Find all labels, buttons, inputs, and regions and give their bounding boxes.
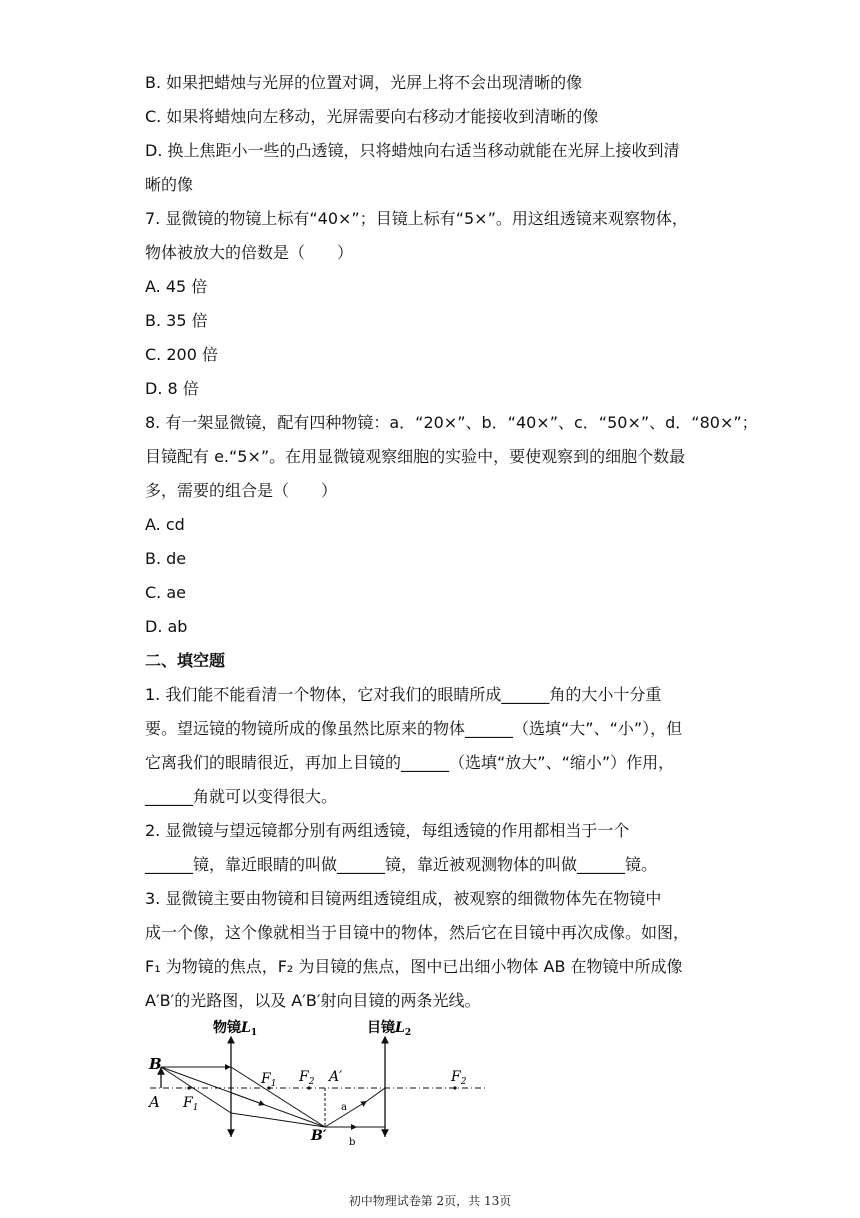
- label-f1-left: $F_1$: [183, 1095, 199, 1113]
- fill-question-3-cont3: A′B′的光路图，以及 A′B′射向目镜的两条光线。: [145, 991, 481, 1010]
- fill-question-3: 3. 显微镜主要由物镜和目镜两组透镜组成，被观察的细微物体先在物镜中: [145, 889, 662, 908]
- option-7b: B. 35 倍: [145, 311, 208, 330]
- question-8-cont1: 目镜配有 e.“5×”。在用显微镜观察细胞的实验中，要使观察到的细胞个数最: [145, 447, 686, 466]
- fill-question-2: 2. 显微镜与望远镜都分别有两组透镜，每组透镜的作用都相当于一个: [145, 821, 630, 840]
- option-8b: B. de: [145, 549, 187, 568]
- objective-label: 物镜$L_1$: [213, 1020, 258, 1038]
- eyepiece-label: 目镜$L_2$: [367, 1020, 412, 1038]
- microscope-ray-diagram: [145, 1015, 505, 1150]
- option-7a: A. 45 倍: [145, 277, 208, 296]
- question-8-cont2: 多，需要的组合是（ ）: [145, 481, 338, 500]
- f2-right-dot: [453, 1086, 456, 1089]
- ray-lower-2: [231, 1113, 325, 1127]
- f1-left-dot: [187, 1086, 190, 1089]
- option-8c: C. ae: [145, 583, 186, 602]
- ray-a-cont: [367, 1088, 385, 1101]
- option-6b: B. 如果把蜡烛与光屏的位置对调，光屏上将不会出现清晰的像: [145, 73, 583, 92]
- question-8: 8. 有一架显微镜，配有四种物镜：a．“20×”、b．“40×”、c．“50×”、d．“80×”；: [145, 413, 758, 432]
- option-6d-cont: 晰的像: [145, 175, 194, 194]
- label-f2-right: $F_2$: [451, 1069, 467, 1087]
- label-a-prime: A′: [329, 1069, 343, 1085]
- option-6c: C. 如果将蜡烛向左移动，光屏需要向右移动才能接收到清晰的像: [145, 107, 599, 126]
- fill-question-1-cont2: 它离我们的眼睛很近，再加上目镜的______（选填“放大”、“缩小”）作用，: [145, 753, 675, 772]
- label-b-prime: B′: [311, 1128, 327, 1144]
- fill-question-3-cont2: F₁ 为物镜的焦点，F₂ 为目镜的焦点，图中已出细小物体 AB 在物镜中所成像: [145, 957, 683, 976]
- label-a: A: [149, 1093, 160, 1111]
- fill-question-1: 1. 我们能不能看清一个物体，它对我们的眼睛所成______角的大小十分重: [145, 685, 662, 704]
- option-7c: C. 200 倍: [145, 345, 218, 364]
- label-f2-mid: $F_2$: [299, 1069, 315, 1087]
- fill-question-2-cont: ______镜，靠近眼睛的叫做______镜，靠近被观测物体的叫做______镜。: [145, 855, 658, 874]
- option-6d: D. 换上焦距小一些的凸透镜，只将蜡烛向右适当移动就能在光屏上接收到清: [145, 141, 680, 160]
- fill-question-1-cont1: 要。望远镜的物镜所成的像虽然比原来的物体______（选填“大”、“小”），但: [145, 719, 683, 738]
- page-footer: 初中物理试卷第 2页，共 13页: [348, 1194, 512, 1208]
- option-8a: A. cd: [145, 515, 185, 534]
- label-b: B: [149, 1055, 162, 1073]
- fill-question-1-cont3: ______角就可以变得很大。: [145, 787, 338, 806]
- question-7-cont: 物体被放大的倍数是（ ）: [145, 243, 354, 262]
- option-7d: D. 8 倍: [145, 379, 199, 398]
- label-ray-a: a: [341, 1102, 347, 1113]
- ray-through-f1: [231, 1067, 325, 1127]
- ray-centre-arrow: [231, 1093, 265, 1105]
- question-7: 7. 显微镜的物镜上标有“40×”；目镜上标有“5×”。用这组透镜来观察物体，: [145, 209, 688, 228]
- fill-question-3-cont1: 成一个像，这个像就相当于目镜中的物体，然后它在目镜中再次成像。如图，: [145, 923, 690, 942]
- label-ray-b: b: [349, 1137, 356, 1148]
- section-heading: 二、填空题: [145, 651, 226, 670]
- option-8d: D. ab: [145, 617, 188, 636]
- label-f1-right: $F_1$: [261, 1071, 277, 1089]
